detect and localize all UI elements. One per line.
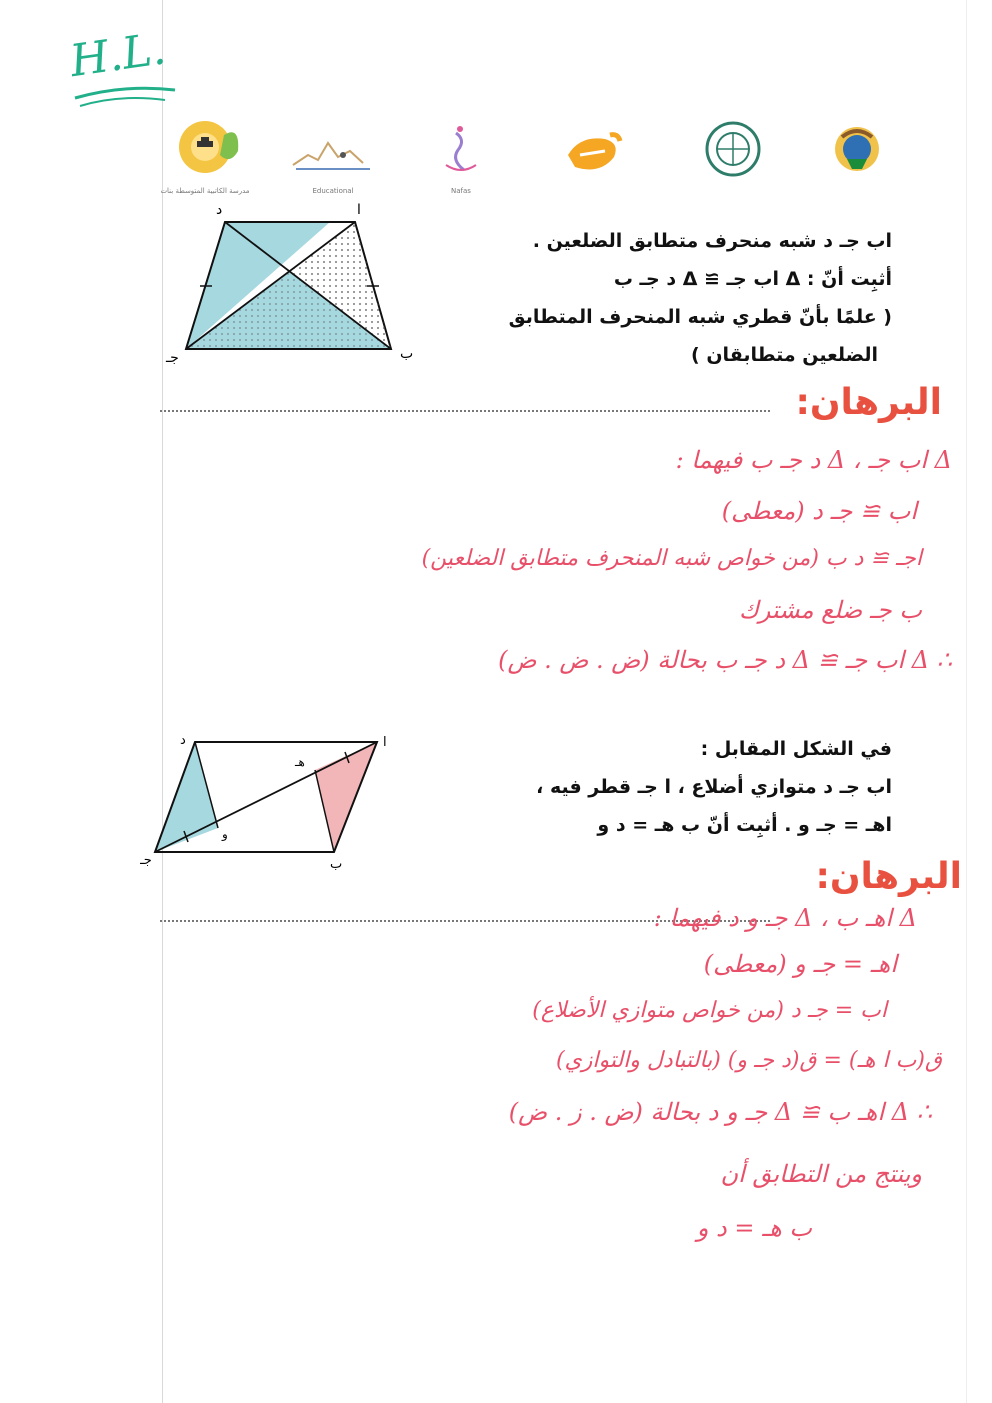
problem1-line3: ( علمًا بأنّ قطري شبه المنحرف المتطابق — [508, 306, 892, 328]
problem1-line1: ﺍب جـ د شبه منحرف متطابق الضلعين . — [532, 230, 892, 252]
sunflower-school-logo — [160, 115, 250, 195]
sunflower-logo-caption: مدرسة الكاتبية المتوسطة بنات — [160, 187, 250, 195]
page-right-margin-line — [966, 0, 967, 1403]
proof2-line2: ﺍهـ = جـ و (معطى) — [703, 950, 897, 978]
label-jeem: جـ — [166, 350, 179, 366]
problem1-line2: أثبِت أنّ : Δ ﺍب جـ ≅ Δ د جـ ب — [613, 268, 892, 290]
parallelogram-figure — [140, 730, 400, 870]
problem2-line1: في الشكل المقابل : — [700, 738, 892, 760]
problem2-line2: ﺍب جـ د متوازي أضلاع ، ﺍ جـ قطر فيه ، — [536, 776, 892, 798]
proof1-title: البرهان: — [795, 382, 942, 423]
orange-emblem-logo — [550, 115, 640, 195]
proof1-line1: Δ ﺍب جـ ، Δ د جـ ب فيهما : — [675, 446, 952, 474]
label2-ha: هـ — [295, 755, 305, 769]
globe-seal-icon — [688, 115, 778, 185]
calligraphy-logo — [416, 115, 506, 195]
divider-1 — [160, 410, 770, 412]
proof1-line5: ∴ Δ ﺍب جـ ≅ Δ د جـ ب بحالة (ض . ض . ض) — [498, 646, 952, 674]
proof2-line3: ﺍب = جـ د (من خواص متوازي الأضلاع) — [532, 998, 887, 1023]
trapezoid-figure — [160, 200, 440, 370]
problem2-line3: ﺍهـ = جـ و . أثبِت أنّ ب هـ = د و — [597, 814, 892, 836]
kuwait-emblem-logo — [812, 115, 902, 195]
label-dal: د — [216, 202, 223, 218]
label2-ba: ب — [330, 857, 343, 870]
sunflower-icon — [160, 115, 250, 185]
educational-logo-caption: Educational — [312, 187, 354, 195]
grade-mark — [67, 23, 190, 108]
falcon-emblem-icon — [812, 115, 902, 185]
label2-waw: و — [222, 827, 228, 841]
proof2-title: البرهان: — [815, 856, 962, 897]
proof2-line7: ب هـ = د و — [696, 1214, 812, 1242]
triangle-abh-fill — [315, 742, 377, 852]
label2-alif: ﺍ — [383, 735, 387, 750]
building-skyline-icon — [288, 115, 378, 185]
proof2-line6: وينتج من التطابق أن — [720, 1160, 922, 1188]
problem1-line4: الضلعين متطابقان ) — [691, 344, 878, 366]
proof1-line2: ﺍب ≅ جـ د (معطى) — [721, 497, 917, 525]
proof2-line1: Δ ﺍهـ ب ، Δ جـ و د فيهما : — [653, 904, 917, 932]
orange-emblem-icon — [550, 115, 640, 185]
proof2-line4: ق(ب ﺍ هـ) = ق(د جـ و) (بالتبادل والتوازي) — [555, 1048, 942, 1073]
proof2-line5: ∴ Δ ﺍهـ ب ≅ Δ جـ و د بحالة (ض . ز . ض) — [508, 1098, 932, 1126]
calligraphy-logo-caption: Nafas — [451, 187, 471, 195]
proof1-line3: ﺍجـ ≅ د ب (من خواص شبه المنحرف متطابق الضلعين) — [421, 546, 922, 571]
problem1-statement — [462, 222, 892, 374]
problem2-statement — [452, 730, 892, 844]
proof1-line4: ب جـ ضلع مشترك — [739, 596, 922, 624]
globe-seal-logo — [688, 115, 778, 195]
label2-jeem: جـ — [140, 853, 152, 868]
calligraphy-icon — [416, 115, 506, 185]
label-alif: ﺍ — [357, 202, 361, 218]
grade-mark-text: H.L. — [67, 23, 169, 88]
label2-dal: د — [180, 733, 186, 748]
logos-row — [160, 115, 880, 195]
label-ba: ب — [400, 346, 414, 362]
educational-institute-logo — [288, 115, 378, 195]
grade-underline-icon — [70, 80, 180, 110]
